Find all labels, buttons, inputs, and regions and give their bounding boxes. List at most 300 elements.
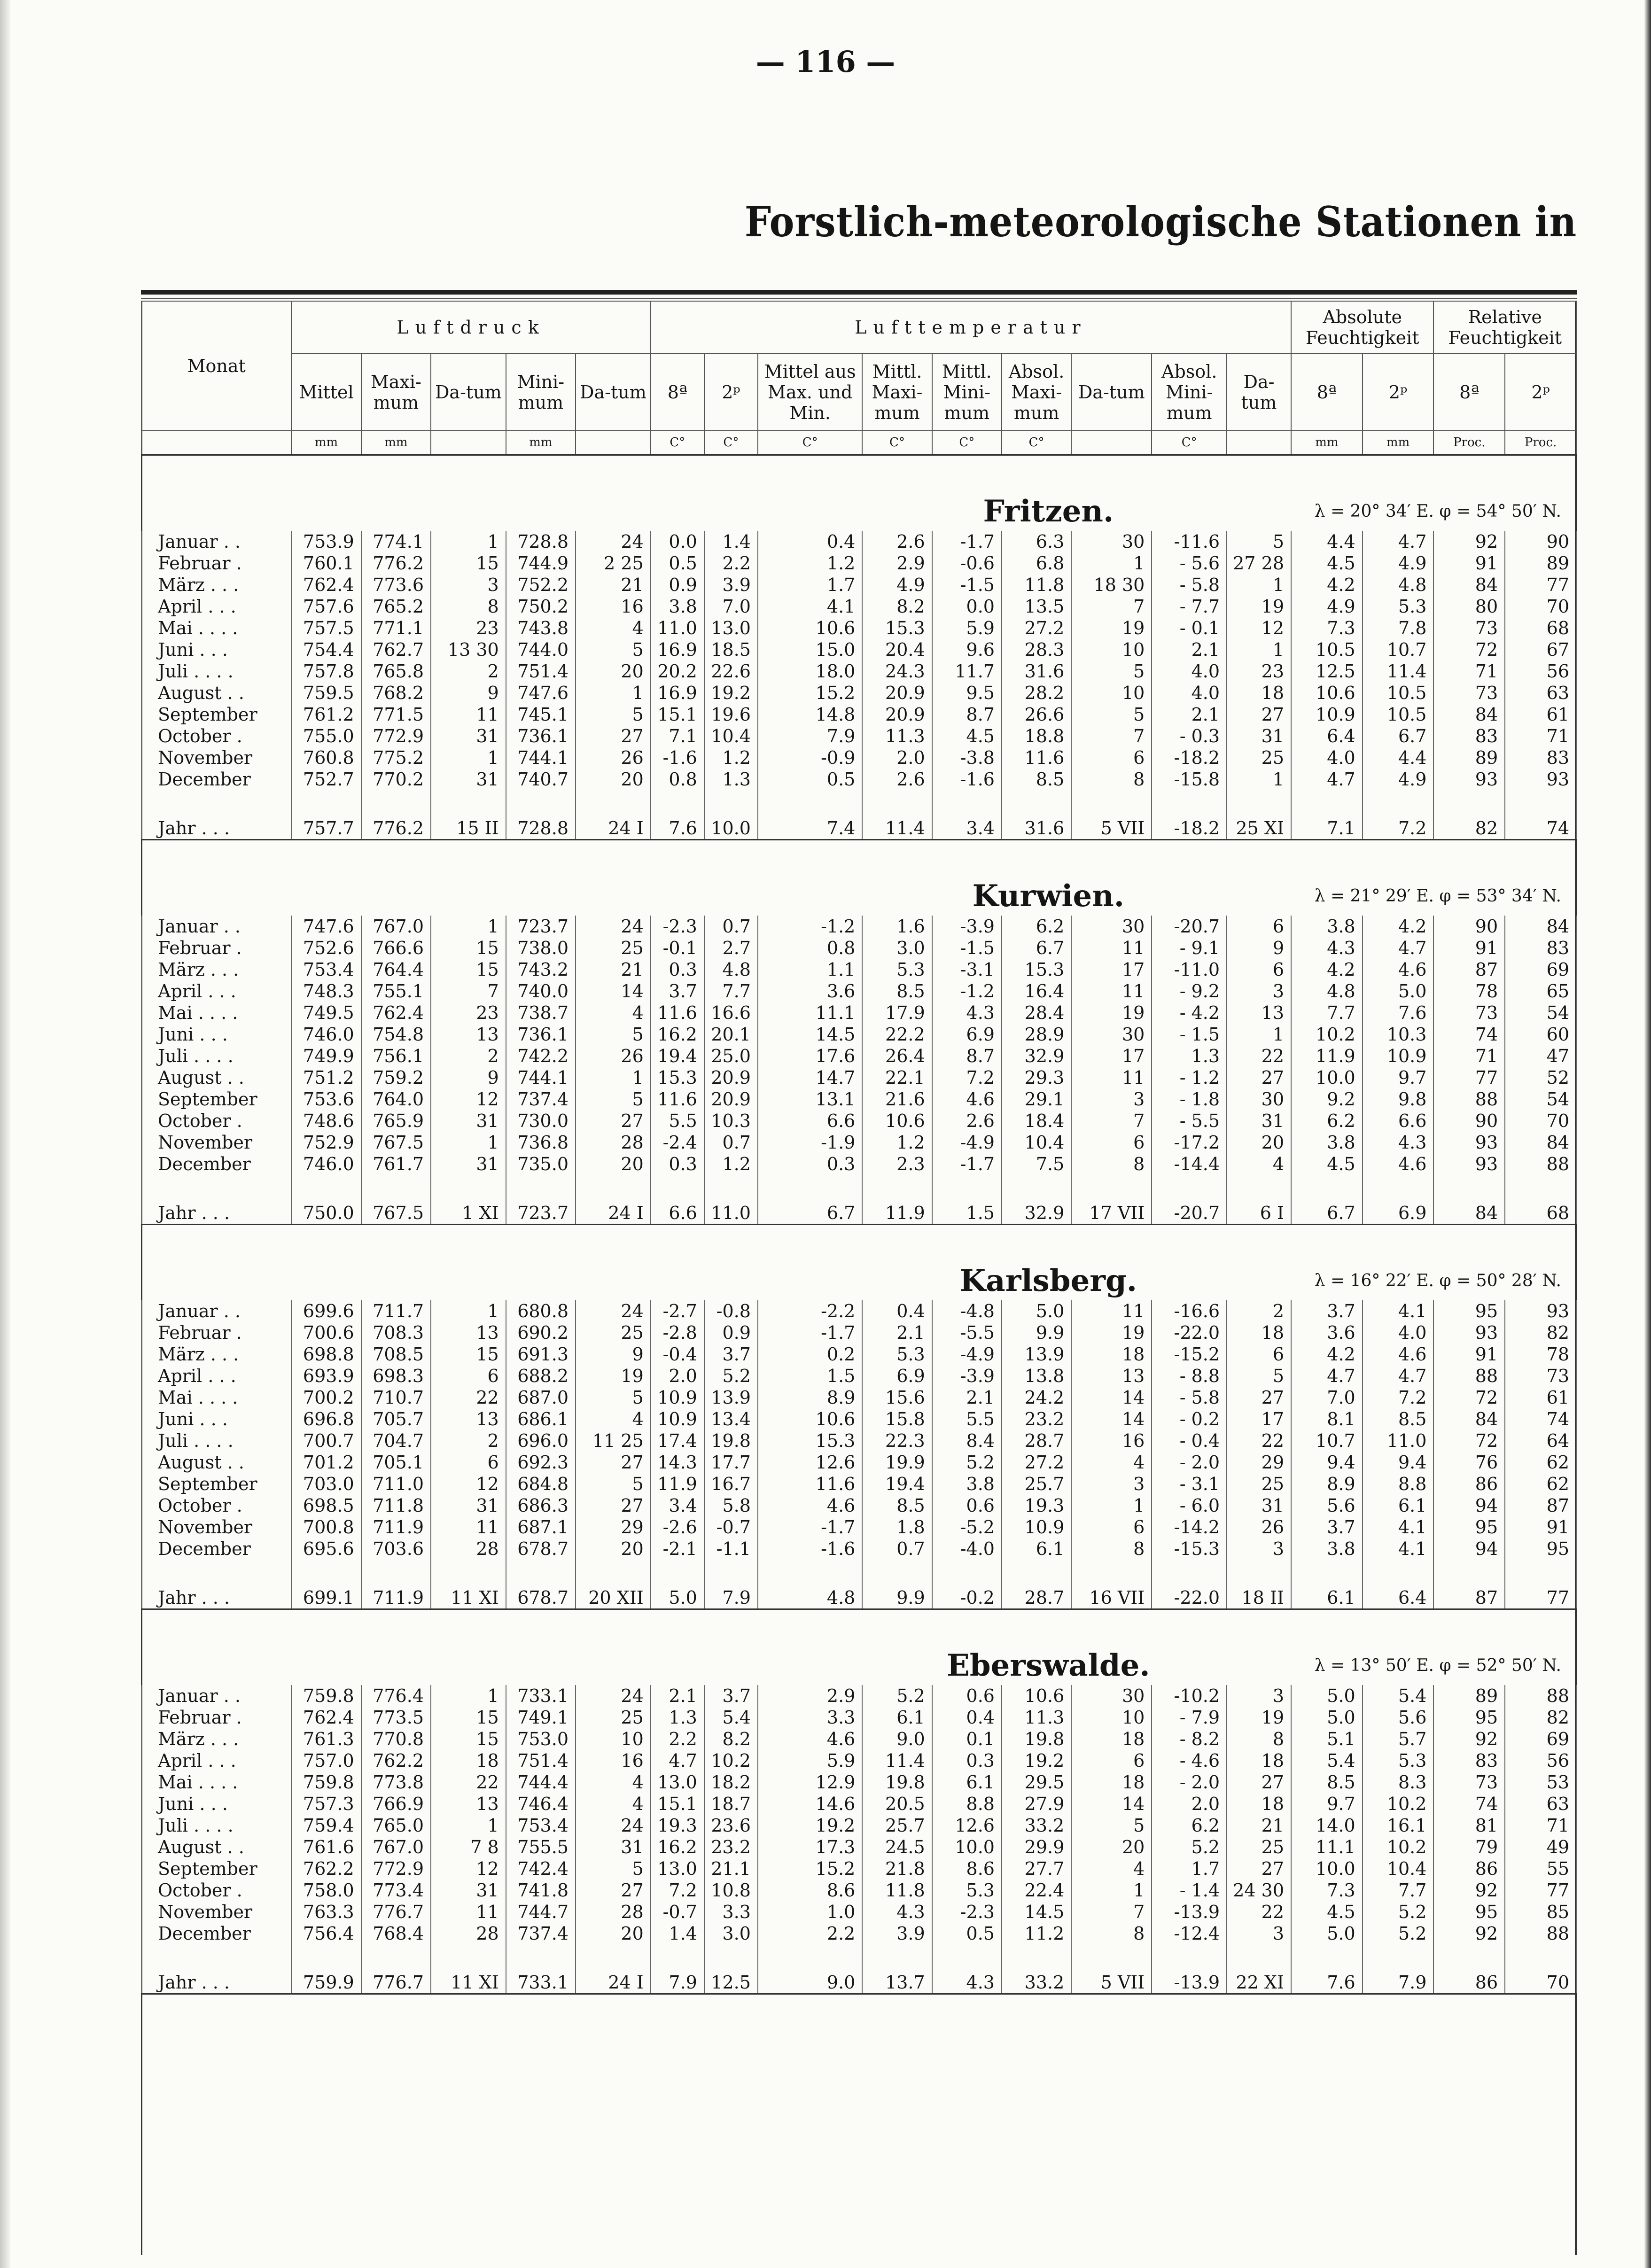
- annual-cell: 767.5: [361, 1197, 431, 1225]
- data-cell: 2.1: [862, 1322, 932, 1344]
- annual-cell: 84: [1433, 1197, 1505, 1225]
- data-cell: 4.9: [1291, 596, 1363, 617]
- data-cell: -4.8: [932, 1300, 1002, 1322]
- data-cell: 10.6: [758, 617, 862, 639]
- data-cell: 4.2: [1291, 959, 1363, 980]
- data-cell: 1.0: [758, 1901, 862, 1923]
- data-cell: 10: [1071, 682, 1152, 704]
- data-cell: 8.6: [932, 1858, 1002, 1880]
- station-name: Fritzen.: [983, 494, 1114, 529]
- data-cell: 16.6: [704, 1002, 758, 1024]
- meteorological-data-table: [141, 301, 1577, 1995]
- data-cell: 4.7: [1291, 769, 1363, 790]
- data-cell: 4.7: [651, 1750, 704, 1771]
- data-cell: 28.3: [1002, 639, 1071, 660]
- station-heading: [141, 840, 1576, 916]
- spacer-cell: [704, 1560, 758, 1582]
- data-cell: 5: [1071, 1815, 1152, 1836]
- data-cell: 91: [1505, 1516, 1576, 1538]
- data-cell: -4.9: [932, 1132, 1002, 1153]
- column-header: Maxi-mum: [361, 354, 431, 431]
- spacer-cell: [431, 1944, 506, 1967]
- data-cell: 4.3: [1363, 1132, 1434, 1153]
- data-cell: 688.2: [506, 1365, 576, 1387]
- annual-cell: 6.7: [758, 1197, 862, 1225]
- unit-cell: mm: [291, 431, 361, 455]
- data-cell: 16.2: [651, 1024, 704, 1045]
- data-cell: 84: [1505, 916, 1576, 937]
- data-cell: 746.0: [291, 1024, 361, 1045]
- data-cell: 4.5: [932, 725, 1002, 747]
- data-cell: 755.0: [291, 725, 361, 747]
- data-cell: 15.0: [758, 639, 862, 660]
- data-cell: 11: [1071, 1300, 1152, 1322]
- data-cell: 6.8: [1002, 552, 1071, 574]
- data-cell: 20: [576, 769, 651, 790]
- data-cell: -3.8: [932, 747, 1002, 769]
- data-cell: 56: [1505, 660, 1576, 682]
- data-cell: 5.5: [651, 1110, 704, 1132]
- data-cell: 10.6: [1291, 682, 1363, 704]
- data-cell: 82: [1505, 1707, 1576, 1728]
- table-row: [141, 1365, 1576, 1387]
- data-cell: 0.7: [704, 916, 758, 937]
- data-cell: 4.3: [932, 1002, 1002, 1024]
- data-cell: 6.2: [1152, 1815, 1227, 1836]
- data-cell: 1: [431, 1815, 506, 1836]
- data-cell: 736.8: [506, 1132, 576, 1153]
- data-cell: 73: [1505, 1365, 1576, 1387]
- data-cell: 15.2: [758, 682, 862, 704]
- data-cell: 5.1: [1291, 1728, 1363, 1750]
- table-row: [141, 1836, 1576, 1858]
- data-cell: 8.2: [704, 1728, 758, 1750]
- unit-cell: [1071, 431, 1152, 455]
- data-cell: 758.0: [291, 1880, 361, 1901]
- unit-cell: mm: [506, 431, 576, 455]
- data-cell: 10.0: [1291, 1858, 1363, 1880]
- column-header: Mittl. Mini-mum: [932, 354, 1002, 431]
- data-cell: 11 25: [576, 1430, 651, 1452]
- data-cell: 18: [1227, 1322, 1291, 1344]
- station-name: Karlsberg.: [959, 1263, 1137, 1298]
- data-cell: 752.7: [291, 769, 361, 790]
- data-cell: 19: [1227, 596, 1291, 617]
- data-cell: 17.7: [704, 1452, 758, 1473]
- data-cell: 5.2: [1363, 1923, 1434, 1944]
- data-cell: 85: [1505, 1901, 1576, 1923]
- data-cell: 736.1: [506, 1024, 576, 1045]
- data-cell: 7.7: [704, 980, 758, 1002]
- data-cell: 8.5: [862, 980, 932, 1002]
- data-cell: 6.2: [1291, 1110, 1363, 1132]
- data-cell: 9.0: [862, 1728, 932, 1750]
- data-cell: 71: [1505, 725, 1576, 747]
- data-cell: 4.3: [1291, 937, 1363, 959]
- data-cell: 1.6: [862, 916, 932, 937]
- data-cell: 750.2: [506, 596, 576, 617]
- data-cell: 16: [576, 1750, 651, 1771]
- data-cell: 755.5: [506, 1836, 576, 1858]
- data-cell: 77: [1505, 574, 1576, 596]
- data-cell: 10: [1071, 639, 1152, 660]
- spacer-cell: [1433, 1175, 1505, 1197]
- data-cell: 78: [1505, 1344, 1576, 1365]
- data-cell: 762.7: [361, 639, 431, 660]
- data-cell: 24: [576, 1815, 651, 1836]
- data-cell: 62: [1505, 1452, 1576, 1473]
- data-cell: 27: [1227, 704, 1291, 725]
- data-cell: 759.2: [361, 1067, 431, 1088]
- data-cell: 738.0: [506, 937, 576, 959]
- data-cell: - 1.4: [1152, 1880, 1227, 1901]
- data-cell: 0.1: [932, 1728, 1002, 1750]
- table-row: [141, 1516, 1576, 1538]
- table-row: [141, 1495, 1576, 1516]
- data-cell: 63: [1505, 1793, 1576, 1815]
- data-cell: 22.2: [862, 1024, 932, 1045]
- data-cell: 757.3: [291, 1793, 361, 1815]
- column-header: Absol. Maxi-mum: [1002, 354, 1071, 431]
- data-cell: 7.0: [704, 596, 758, 617]
- data-cell: -14.4: [1152, 1153, 1227, 1175]
- data-cell: 5.3: [1363, 596, 1434, 617]
- spacer-row: [141, 790, 1576, 813]
- data-cell: 5.5: [932, 1408, 1002, 1430]
- data-cell: 6.3: [1002, 531, 1071, 552]
- data-cell: 5.2: [862, 1685, 932, 1707]
- data-cell: - 9.2: [1152, 980, 1227, 1002]
- spacer-cell: [1363, 1175, 1434, 1197]
- annual-cell: 759.9: [291, 1967, 361, 1994]
- data-cell: - 0.1: [1152, 617, 1227, 639]
- data-cell: 77: [1433, 1067, 1505, 1088]
- data-cell: 13.0: [651, 1771, 704, 1793]
- data-cell: 9.7: [1291, 1793, 1363, 1815]
- data-cell: 4.8: [704, 959, 758, 980]
- spacer-cell: [291, 1560, 361, 1582]
- data-cell: 28.9: [1002, 1024, 1071, 1045]
- data-cell: 6: [431, 1365, 506, 1387]
- annual-row: [141, 1197, 1576, 1225]
- data-cell: 743.8: [506, 617, 576, 639]
- table-row: [141, 1387, 1576, 1408]
- data-cell: 759.4: [291, 1815, 361, 1836]
- unit-row: [141, 431, 1576, 455]
- data-cell: 21: [1227, 1815, 1291, 1836]
- data-cell: 5.6: [1291, 1495, 1363, 1516]
- data-cell: 15.1: [651, 1793, 704, 1815]
- data-cell: 762.4: [361, 1002, 431, 1024]
- data-cell: 9: [431, 682, 506, 704]
- data-cell: 78: [1433, 980, 1505, 1002]
- data-cell: 13.5: [1002, 596, 1071, 617]
- data-cell: 86: [1433, 1473, 1505, 1495]
- data-cell: 6.1: [1002, 1538, 1071, 1560]
- data-cell: 2.1: [1152, 639, 1227, 660]
- table-row: [141, 1067, 1576, 1088]
- data-cell: 5.0: [1002, 1300, 1071, 1322]
- data-cell: 10.2: [1291, 1024, 1363, 1045]
- data-cell: 762.4: [291, 574, 361, 596]
- data-cell: 8.5: [1002, 769, 1071, 790]
- data-cell: 762.4: [291, 1707, 361, 1728]
- data-cell: 738.7: [506, 1002, 576, 1024]
- data-cell: 20: [576, 660, 651, 682]
- data-cell: 54: [1505, 1088, 1576, 1110]
- annual-cell: 24 I: [576, 813, 651, 840]
- data-cell: 9: [431, 1067, 506, 1088]
- data-cell: 6.4: [1291, 725, 1363, 747]
- data-cell: 10: [576, 1728, 651, 1750]
- data-cell: 19.3: [1002, 1495, 1071, 1516]
- data-cell: 30: [1071, 916, 1152, 937]
- spacer-cell: [1363, 1560, 1434, 1582]
- data-cell: - 1.5: [1152, 1024, 1227, 1045]
- data-cell: -1.1: [704, 1538, 758, 1560]
- data-cell: 16.9: [651, 639, 704, 660]
- data-cell: 95: [1433, 1707, 1505, 1728]
- data-cell: 1: [431, 1300, 506, 1322]
- table-row: [141, 1750, 1576, 1771]
- data-cell: 749.9: [291, 1045, 361, 1067]
- data-cell: 4.6: [1363, 959, 1434, 980]
- data-cell: 77: [1505, 1880, 1576, 1901]
- data-cell: 770.8: [361, 1728, 431, 1750]
- data-cell: 700.8: [291, 1516, 361, 1538]
- unit-cell: C°: [932, 431, 1002, 455]
- data-cell: -11.6: [1152, 531, 1227, 552]
- data-cell: 13: [431, 1024, 506, 1045]
- spacer-cell: [862, 790, 932, 813]
- data-cell: 8.2: [862, 596, 932, 617]
- data-cell: 29: [576, 1516, 651, 1538]
- data-cell: 749.1: [506, 1707, 576, 1728]
- data-cell: 4.5: [1291, 1153, 1363, 1175]
- data-cell: 4.8: [1291, 980, 1363, 1002]
- data-cell: 4.6: [1363, 1344, 1434, 1365]
- data-cell: 25.7: [862, 1815, 932, 1836]
- data-cell: -13.9: [1152, 1901, 1227, 1923]
- data-cell: 10.2: [704, 1750, 758, 1771]
- annual-cell: -0.2: [932, 1582, 1002, 1609]
- spacer-cell: [1291, 1560, 1363, 1582]
- data-cell: 4.9: [862, 574, 932, 596]
- table-row: [141, 1132, 1576, 1153]
- data-cell: 710.7: [361, 1387, 431, 1408]
- data-cell: 24.3: [862, 660, 932, 682]
- data-cell: 13.0: [651, 1858, 704, 1880]
- data-cell: 28.7: [1002, 1430, 1071, 1452]
- data-cell: 20.1: [704, 1024, 758, 1045]
- data-cell: 6: [1071, 1516, 1152, 1538]
- data-cell: 16.9: [651, 682, 704, 704]
- column-header: Mini-mum: [506, 354, 576, 431]
- data-cell: 9.4: [1291, 1452, 1363, 1473]
- annual-cell: 11 XI: [431, 1582, 506, 1609]
- data-cell: 7.2: [651, 1880, 704, 1901]
- data-cell: 18: [1071, 1728, 1152, 1750]
- data-cell: 19.2: [704, 682, 758, 704]
- data-cell: 8: [1227, 1728, 1291, 1750]
- data-cell: 92: [1433, 1880, 1505, 1901]
- annual-cell: 750.0: [291, 1197, 361, 1225]
- spacer-cell: [1071, 1944, 1152, 1967]
- data-cell: 745.1: [506, 704, 576, 725]
- data-cell: 12: [431, 1088, 506, 1110]
- data-cell: 10.9: [1002, 1516, 1071, 1538]
- data-cell: -2.1: [651, 1538, 704, 1560]
- column-header: 2ᵖ: [704, 354, 758, 431]
- data-cell: 9.7: [1363, 1067, 1434, 1088]
- data-cell: 22.3: [862, 1430, 932, 1452]
- data-cell: 88: [1505, 1685, 1576, 1707]
- annual-cell: 728.8: [506, 813, 576, 840]
- data-cell: 84: [1433, 1408, 1505, 1430]
- data-cell: 11: [431, 704, 506, 725]
- data-cell: 10.6: [1002, 1685, 1071, 1707]
- table-row: [141, 574, 1576, 596]
- month-label: April . . .: [141, 980, 291, 1002]
- data-cell: 6: [1071, 1750, 1152, 1771]
- data-cell: 13.0: [704, 617, 758, 639]
- annual-cell: 1.5: [932, 1197, 1002, 1225]
- data-cell: -0.7: [651, 1901, 704, 1923]
- data-cell: 1.4: [651, 1923, 704, 1944]
- data-cell: -1.6: [758, 1538, 862, 1560]
- spacer-cell: [1505, 1175, 1576, 1197]
- data-cell: 3.3: [758, 1707, 862, 1728]
- data-cell: 95: [1433, 1516, 1505, 1538]
- data-cell: 6.7: [1002, 937, 1071, 959]
- data-cell: 61: [1505, 704, 1576, 725]
- data-cell: 88: [1433, 1088, 1505, 1110]
- data-cell: 28.4: [1002, 1002, 1071, 1024]
- unit-cell: mm: [361, 431, 431, 455]
- data-cell: 5.0: [1291, 1707, 1363, 1728]
- data-cell: 4.0: [1152, 660, 1227, 682]
- annual-cell: 9.9: [862, 1582, 932, 1609]
- data-cell: 47: [1505, 1045, 1576, 1067]
- data-cell: 31: [431, 1495, 506, 1516]
- data-cell: 20.4: [862, 639, 932, 660]
- data-cell: 3: [1071, 1473, 1152, 1495]
- table-row: [141, 1002, 1576, 1024]
- data-cell: 71: [1433, 660, 1505, 682]
- spacer-cell: [1433, 1944, 1505, 1967]
- annual-cell: 33.2: [1002, 1967, 1071, 1994]
- table-row: [141, 959, 1576, 980]
- data-cell: 701.2: [291, 1452, 361, 1473]
- data-cell: 7.2: [932, 1067, 1002, 1088]
- data-cell: 708.3: [361, 1322, 431, 1344]
- data-cell: 7: [1071, 1901, 1152, 1923]
- data-cell: 1.3: [704, 769, 758, 790]
- annual-cell: 776.7: [361, 1967, 431, 1994]
- data-cell: 4.9: [1363, 769, 1434, 790]
- data-cell: 4.7: [1363, 1365, 1434, 1387]
- data-cell: 733.1: [506, 1685, 576, 1707]
- data-cell: -3.9: [932, 1365, 1002, 1387]
- data-cell: 10.9: [1363, 1045, 1434, 1067]
- data-cell: 88: [1505, 1153, 1576, 1175]
- data-cell: 5.3: [862, 959, 932, 980]
- data-cell: 10.9: [651, 1387, 704, 1408]
- data-cell: - 4.6: [1152, 1750, 1227, 1771]
- data-cell: 11.4: [862, 1750, 932, 1771]
- data-cell: 2.9: [758, 1685, 862, 1707]
- annual-cell: 6 I: [1227, 1197, 1291, 1225]
- data-cell: 5: [1227, 1365, 1291, 1387]
- data-cell: -11.0: [1152, 959, 1227, 980]
- table-row: [141, 596, 1576, 617]
- unit-cell: [141, 431, 291, 455]
- data-cell: 1.2: [758, 552, 862, 574]
- annual-cell: 16 VII: [1071, 1582, 1152, 1609]
- unit-cell: [431, 431, 506, 455]
- data-cell: 25: [1227, 747, 1291, 769]
- data-cell: 23: [431, 1002, 506, 1024]
- data-cell: 3.8: [1291, 1538, 1363, 1560]
- data-cell: 743.2: [506, 959, 576, 980]
- annual-cell: 17 VII: [1071, 1197, 1152, 1225]
- data-cell: 711.8: [361, 1495, 431, 1516]
- data-cell: 8: [1071, 1538, 1152, 1560]
- data-cell: -1.6: [651, 747, 704, 769]
- annual-cell: 22 XI: [1227, 1967, 1291, 1994]
- data-cell: 13: [1071, 1365, 1152, 1387]
- data-cell: 1: [431, 1685, 506, 1707]
- data-cell: 63: [1505, 682, 1576, 704]
- data-cell: 1: [576, 682, 651, 704]
- data-cell: 4.9: [1363, 552, 1434, 574]
- data-cell: 18: [431, 1750, 506, 1771]
- data-cell: 31: [1227, 725, 1291, 747]
- table-row: [141, 1110, 1576, 1132]
- data-cell: 13: [431, 1793, 506, 1815]
- month-label: März . . .: [141, 1344, 291, 1365]
- month-label: October .: [141, 725, 291, 747]
- data-cell: 7.0: [1291, 1387, 1363, 1408]
- data-cell: 1: [431, 1132, 506, 1153]
- spacer-cell: [862, 1560, 932, 1582]
- data-cell: 3: [1227, 1538, 1291, 1560]
- data-cell: 776.4: [361, 1685, 431, 1707]
- data-cell: 10.6: [758, 1408, 862, 1430]
- data-cell: 5.2: [932, 1452, 1002, 1473]
- month-label: Mai . . . .: [141, 1387, 291, 1408]
- data-cell: 9.9: [1002, 1322, 1071, 1344]
- annual-cell: 18 II: [1227, 1582, 1291, 1609]
- data-cell: 18.7: [704, 1793, 758, 1815]
- data-cell: 2.0: [862, 747, 932, 769]
- data-cell: 19.4: [862, 1473, 932, 1495]
- month-label: Januar . .: [141, 1685, 291, 1707]
- data-cell: 31.6: [1002, 660, 1071, 682]
- data-cell: 18: [1071, 1771, 1152, 1793]
- data-cell: 15.8: [862, 1408, 932, 1430]
- data-cell: 13: [431, 1322, 506, 1344]
- header-group-absolute-feuchtigkeit: Absolute Feuchtigkeit: [1291, 301, 1433, 354]
- annual-label: Jahr . . .: [141, 1582, 291, 1609]
- data-cell: 4.4: [1363, 747, 1434, 769]
- data-cell: 0.6: [932, 1685, 1002, 1707]
- data-cell: 760.8: [291, 747, 361, 769]
- data-cell: 82: [1505, 1322, 1576, 1344]
- data-cell: 17.6: [758, 1045, 862, 1067]
- data-cell: 7: [1071, 596, 1152, 617]
- station-coordinates: λ = 16° 22′ E. φ = 50° 28′ N.: [1314, 1271, 1561, 1290]
